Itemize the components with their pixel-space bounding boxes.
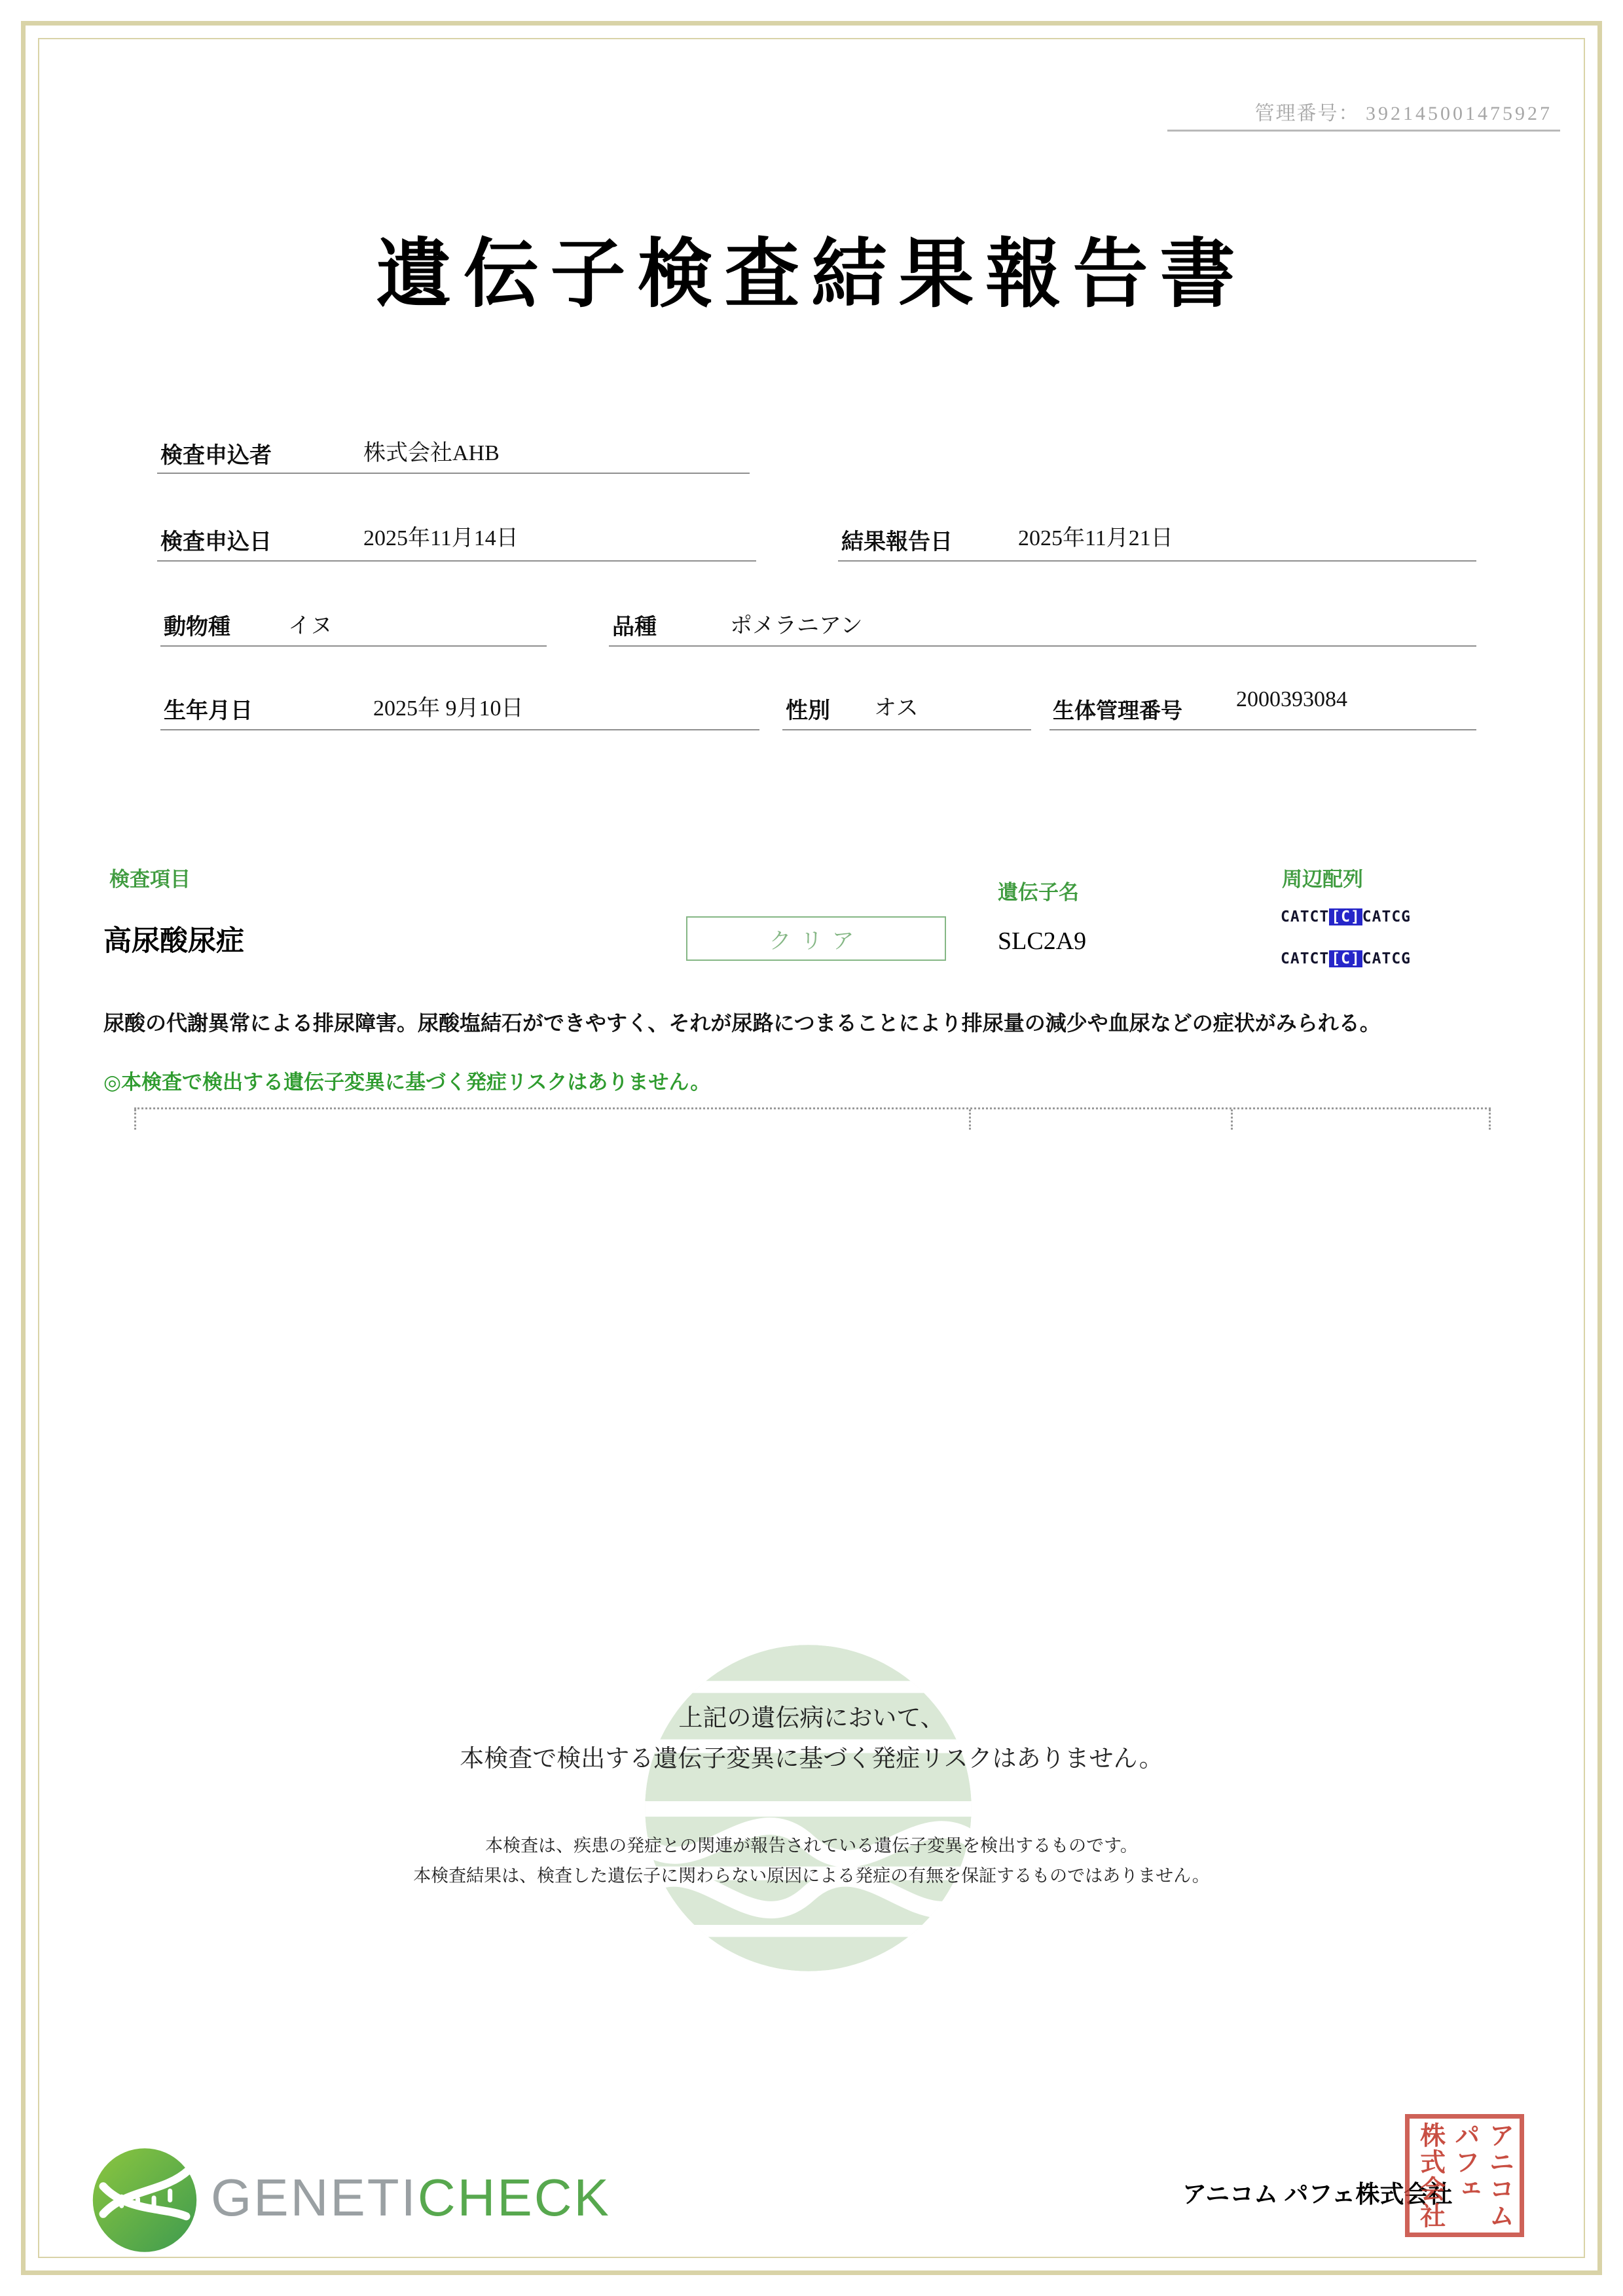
seal-column: アニコム	[1485, 2122, 1514, 2229]
seal-column: パフェ	[1451, 2122, 1480, 2202]
field-underline	[160, 729, 759, 730]
disease-description: 尿酸の代謝異常による排尿障害。尿酸塩結石ができやすく、それが尿路につまることにより排尿量の減少や血尿などの症状がみられる。	[103, 1011, 1381, 1035]
birth-date-value: 2025年 9月10日	[373, 696, 524, 721]
management-number	[1255, 97, 1553, 126]
field-underline	[609, 645, 1476, 647]
applicant-label: 検査申込者	[160, 444, 272, 468]
page-title: 遺伝子検査結果報告書	[376, 233, 1247, 316]
test-item-name: 高尿酸尿症	[103, 926, 244, 957]
sequence-header: 周辺配列	[1282, 868, 1363, 891]
sex-value: オス	[874, 696, 919, 721]
table-divider-tick	[1231, 1109, 1233, 1130]
management-number-label: 管理番号：	[1254, 103, 1360, 124]
table-row-divider	[134, 1107, 1491, 1130]
sequence-line	[1281, 950, 1411, 967]
body-id-value: 2000393084	[1236, 687, 1347, 711]
summary-line-1: 上記の遺伝病において、	[678, 1704, 945, 1731]
gene-name: SLC2A9	[998, 927, 1087, 955]
summary-disclaimer-2: 本検査結果は、検査した遺伝子に関わらない原因による発症の有無を保証するものではありません。	[413, 1866, 1210, 1886]
field-underline	[157, 560, 756, 562]
summary-line-2: 本検査で検出する遺伝子変異に基づく発症リスクはありません。	[460, 1745, 1163, 1772]
test-item-header: 検査項目	[109, 868, 191, 891]
sequence-allele: [C]	[1329, 908, 1362, 925]
risk-note: ◎本検査で検出する遺伝子変異に基づく発症リスクはありません。	[103, 1071, 711, 1094]
geneticheck-logo-text	[211, 2168, 611, 2228]
sequence-suffix: CATCG	[1362, 908, 1412, 925]
species-value: イヌ	[288, 614, 333, 638]
field-underline	[838, 560, 1476, 562]
field-underline	[157, 473, 750, 474]
logo-text-geneti: GENETI	[211, 2168, 418, 2227]
table-divider-tick	[134, 1109, 136, 1130]
globe-watermark-icon	[636, 1636, 980, 1980]
summary-disclaimer-1: 本検査は、疾患の発症との関連が報告されている遺伝子変異を検出するものです。	[485, 1836, 1138, 1856]
sequence-prefix: CATCT	[1281, 908, 1330, 925]
birth-date-label: 生年月日	[164, 699, 253, 723]
apply-date-value: 2025年11月14日	[363, 526, 519, 550]
species-label: 動物種	[164, 615, 230, 639]
table-divider-tick	[969, 1109, 971, 1130]
field-underline	[160, 645, 547, 647]
geneticheck-logo-icon	[87, 2140, 202, 2255]
company-seal-text	[1413, 2122, 1516, 2229]
status-badge	[686, 916, 946, 961]
field-underline	[1049, 729, 1476, 730]
sequence-prefix: CATCT	[1281, 950, 1330, 967]
company-name: アニコム パフェ株式会社	[1182, 2181, 1453, 2208]
gene-name-header: 遺伝子名	[998, 881, 1079, 904]
management-number-underline	[1167, 130, 1560, 132]
report-date-label: 結果報告日	[841, 530, 953, 554]
company-seal	[1405, 2114, 1524, 2237]
apply-date-label: 検査申込日	[160, 530, 272, 554]
applicant-value: 株式会社AHB	[363, 441, 500, 465]
sequence-suffix: CATCG	[1362, 950, 1412, 967]
sex-label: 性別	[786, 699, 830, 723]
sequence-allele: [C]	[1329, 950, 1362, 967]
table-divider-tick	[1489, 1109, 1491, 1130]
breed-label: 品種	[612, 615, 657, 639]
status-badge-label: クリア	[769, 929, 864, 954]
field-underline	[782, 729, 1031, 730]
sequence-line	[1281, 908, 1411, 925]
management-number-value: 392145001475927	[1366, 103, 1552, 124]
logo-text-check: CHECK	[417, 2168, 611, 2227]
seal-column: 株式会社	[1416, 2122, 1445, 2229]
breed-value: ポメラニアン	[730, 614, 863, 638]
body-id-label: 生体管理番号	[1053, 700, 1182, 723]
report-date-value: 2025年11月21日	[1018, 526, 1173, 550]
